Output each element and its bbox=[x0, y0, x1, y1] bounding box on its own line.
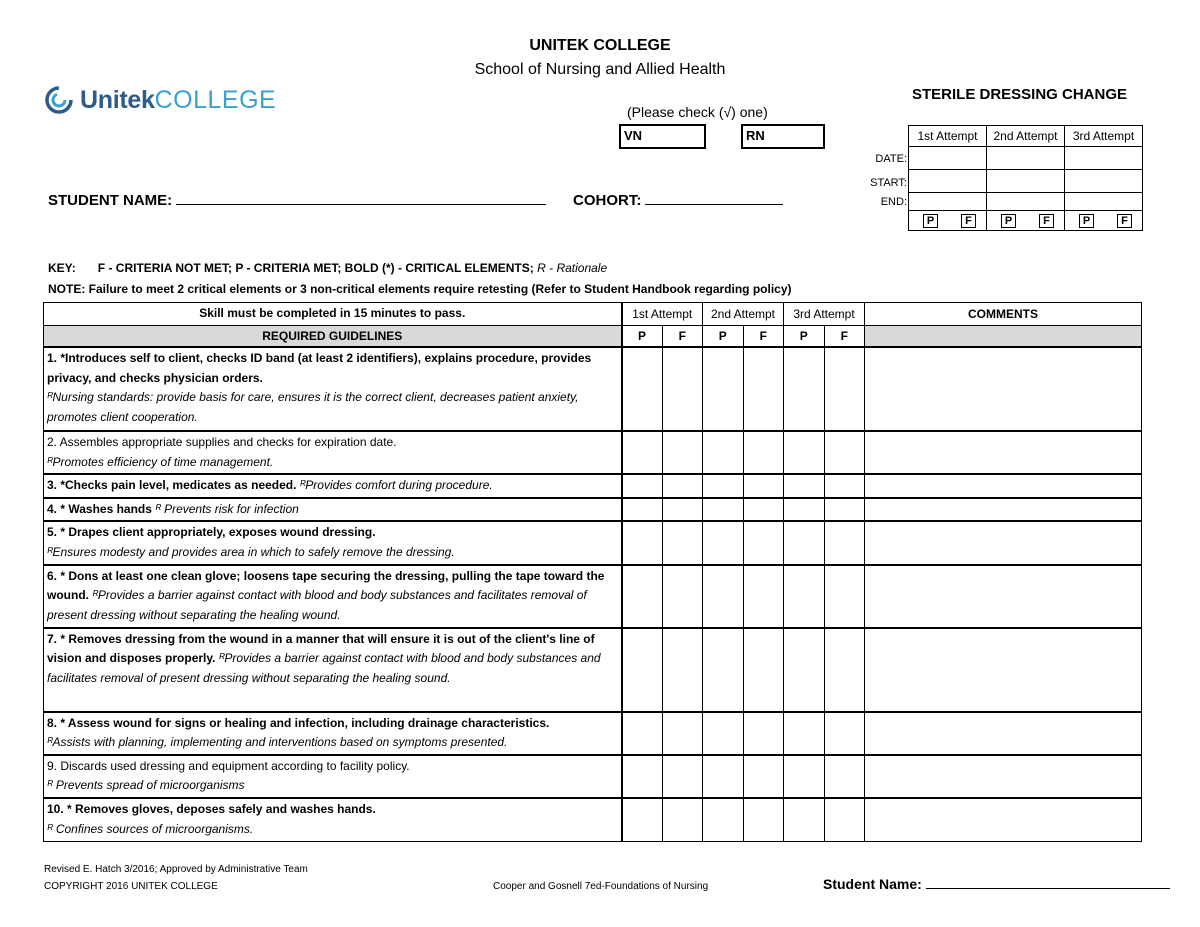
pass-cell[interactable] bbox=[784, 521, 825, 564]
pass-cell[interactable] bbox=[622, 565, 663, 628]
checklist-row bbox=[44, 347, 1142, 431]
logo-word-college: COLLEGE bbox=[154, 85, 277, 114]
fail-checkbox-2[interactable]: F bbox=[1039, 214, 1054, 228]
guideline-cell bbox=[44, 431, 622, 474]
guideline-rationale: ᴿ Prevents spread of microorganisms bbox=[47, 778, 245, 793]
fail-cell[interactable] bbox=[662, 628, 703, 712]
start-field-2[interactable] bbox=[987, 170, 1065, 193]
key-rationale: R - Rationale bbox=[537, 261, 608, 275]
pass-cell[interactable] bbox=[622, 431, 663, 474]
fail-cell[interactable] bbox=[824, 565, 865, 628]
guideline-text: 9. Discards used dressing and equipment according to facility policy. bbox=[47, 758, 410, 773]
fail-cell[interactable] bbox=[662, 498, 703, 522]
student-name-field[interactable] bbox=[176, 191, 546, 205]
fail-cell[interactable] bbox=[662, 474, 703, 498]
result-pf-2 bbox=[989, 214, 1062, 228]
fail-cell[interactable] bbox=[662, 521, 703, 564]
fail-cell[interactable] bbox=[743, 474, 784, 498]
comment-cell[interactable] bbox=[865, 474, 1142, 498]
pass-cell[interactable] bbox=[784, 628, 825, 712]
pass-cell[interactable] bbox=[622, 798, 663, 841]
pass-cell[interactable] bbox=[703, 755, 744, 798]
guideline-rationale: ᴿAssists with planning, implementing and interventions based on symptoms presented. bbox=[47, 735, 508, 750]
attempt-header-1: 1st Attempt bbox=[909, 126, 987, 147]
pf-header: F bbox=[743, 325, 784, 347]
revision-note: Revised E. Hatch 3/2016; Approved by Administrative Team bbox=[44, 864, 308, 875]
fail-checkbox-3[interactable]: F bbox=[1117, 214, 1132, 228]
fail-cell[interactable] bbox=[743, 798, 784, 841]
pass-cell[interactable] bbox=[784, 474, 825, 498]
pf-header: F bbox=[662, 325, 703, 347]
pass-cell[interactable] bbox=[784, 347, 825, 431]
guideline-cell bbox=[44, 498, 622, 522]
guideline-text: 8. * Assess wound for signs or healing and infection, including drainage characteristics. bbox=[47, 715, 550, 730]
checklist-row bbox=[44, 521, 1142, 564]
end-field-1[interactable] bbox=[909, 193, 987, 211]
end-label: END: bbox=[880, 196, 907, 208]
guideline-rationale: ᴿ Confines sources of microorganisms. bbox=[47, 821, 254, 836]
pass-cell[interactable] bbox=[622, 628, 663, 712]
comments-header: COMMENTS bbox=[865, 303, 1142, 326]
fail-cell[interactable] bbox=[743, 628, 784, 712]
guideline-cell bbox=[44, 347, 622, 431]
college-logo bbox=[44, 84, 276, 116]
pass-cell[interactable] bbox=[784, 712, 825, 755]
school-subtitle: School of Nursing and Allied Health bbox=[474, 61, 726, 78]
attempt-header-3: 3rd Attempt bbox=[1065, 126, 1143, 147]
guidelines-header: REQUIRED GUIDELINES bbox=[44, 325, 622, 347]
comment-cell[interactable] bbox=[865, 521, 1142, 564]
footer-student-name-row bbox=[823, 876, 1170, 892]
guideline-rationale: ᴿProvides comfort during procedure. bbox=[296, 478, 493, 493]
pass-cell[interactable] bbox=[703, 498, 744, 522]
guideline-rationale: ᴿPromotes efficiency of time management. bbox=[47, 454, 274, 469]
skill-checklist-table bbox=[43, 302, 1142, 842]
fail-cell[interactable] bbox=[662, 431, 703, 474]
fail-cell[interactable] bbox=[824, 498, 865, 522]
attempt-col-3: 3rd Attempt bbox=[784, 303, 865, 326]
key-text: F - CRITERIA NOT MET; P - CRITERIA MET; BOLD (*) - CRITICAL ELEMENTS; bbox=[97, 261, 534, 275]
fail-cell[interactable] bbox=[824, 521, 865, 564]
fail-cell[interactable] bbox=[824, 628, 865, 712]
check-hint: (Please check (√) one) bbox=[627, 104, 768, 120]
checklist-row bbox=[44, 431, 1142, 474]
pass-cell[interactable] bbox=[622, 347, 663, 431]
skill-title: STERILE DRESSING CHANGE bbox=[912, 86, 1128, 103]
checklist-row bbox=[44, 565, 1142, 628]
pf-header: F bbox=[824, 325, 865, 347]
footer-student-name-field[interactable] bbox=[926, 876, 1170, 889]
pass-cell[interactable] bbox=[703, 474, 744, 498]
pass-cell[interactable] bbox=[622, 521, 663, 564]
footer-student-name-label: Student Name: bbox=[823, 876, 922, 892]
checklist-row bbox=[44, 474, 1142, 498]
pass-checkbox-1[interactable]: P bbox=[923, 214, 938, 228]
checklist-row bbox=[44, 755, 1142, 798]
fail-cell[interactable] bbox=[662, 798, 703, 841]
fail-cell[interactable] bbox=[743, 565, 784, 628]
attempt-header-2: 2nd Attempt bbox=[987, 126, 1065, 147]
comment-cell[interactable] bbox=[865, 498, 1142, 522]
pass-cell[interactable] bbox=[703, 565, 744, 628]
guideline-cell bbox=[44, 565, 622, 628]
date-field-3[interactable] bbox=[1065, 147, 1143, 170]
date-field-1[interactable] bbox=[909, 147, 987, 170]
checklist-row bbox=[44, 798, 1142, 841]
guideline-text: 6. * Dons at least one clean glove; loosens tape securing the dressing, pulling the tape toward the wound. bbox=[47, 568, 605, 603]
pass-cell[interactable] bbox=[703, 628, 744, 712]
comment-cell[interactable] bbox=[865, 798, 1142, 841]
pass-cell[interactable] bbox=[622, 712, 663, 755]
key-label: KEY: bbox=[48, 261, 76, 275]
attempt-tracking-grid bbox=[908, 125, 1143, 231]
time-requirement: Skill must be completed in 15 minutes to pass. bbox=[44, 303, 622, 326]
pass-cell[interactable] bbox=[784, 431, 825, 474]
fail-cell[interactable] bbox=[824, 755, 865, 798]
retest-note: NOTE: Failure to meet 2 critical elements or 3 non-critical elements require retesting (Refer to Student Handbook regarding policy) bbox=[48, 282, 792, 296]
pass-cell[interactable] bbox=[622, 755, 663, 798]
guideline-text: 3. *Checks pain level, medicates as needed. bbox=[47, 478, 297, 493]
fail-cell[interactable] bbox=[662, 755, 703, 798]
fail-cell[interactable] bbox=[743, 431, 784, 474]
fail-checkbox-1[interactable]: F bbox=[961, 214, 976, 228]
guideline-rationale: ᴿNursing standards: provide basis for care, ensures it is the correct client, decreases patient anxiety, promotes client cooperation. bbox=[47, 390, 579, 424]
attempt-col-2: 2nd Attempt bbox=[703, 303, 784, 326]
key-legend bbox=[48, 261, 607, 275]
fail-cell[interactable] bbox=[824, 798, 865, 841]
fail-cell[interactable] bbox=[662, 565, 703, 628]
fail-cell[interactable] bbox=[824, 474, 865, 498]
fail-cell[interactable] bbox=[743, 498, 784, 522]
comment-cell[interactable] bbox=[865, 347, 1142, 431]
guideline-rationale: ᴿProvides a barrier against contact with blood and body substances and facilitates removal of present dressing without separating the healing wound. bbox=[47, 588, 587, 622]
pass-cell[interactable] bbox=[784, 755, 825, 798]
comment-cell[interactable] bbox=[865, 565, 1142, 628]
date-field-2[interactable] bbox=[987, 147, 1065, 170]
vn-checkbox[interactable]: VN bbox=[619, 124, 706, 149]
comments-subheader bbox=[865, 325, 1142, 347]
comment-cell[interactable] bbox=[865, 755, 1142, 798]
pass-checkbox-3[interactable]: P bbox=[1079, 214, 1094, 228]
logo-word-unitek: Unitek bbox=[80, 85, 155, 114]
pass-cell[interactable] bbox=[784, 798, 825, 841]
pass-cell[interactable] bbox=[622, 498, 663, 522]
date-label: DATE: bbox=[875, 153, 907, 165]
college-title: UNITEK COLLEGE bbox=[529, 37, 671, 54]
fail-cell[interactable] bbox=[824, 712, 865, 755]
logo-swirl-icon bbox=[44, 85, 74, 115]
result-pf-3 bbox=[1067, 214, 1140, 228]
pf-header: P bbox=[703, 325, 744, 347]
pass-cell[interactable] bbox=[703, 521, 744, 564]
guideline-cell bbox=[44, 474, 622, 498]
guideline-cell bbox=[44, 755, 622, 798]
guideline-text: 4. * Washes hands bbox=[47, 501, 156, 516]
end-field-3[interactable] bbox=[1065, 193, 1143, 211]
pass-cell[interactable] bbox=[784, 498, 825, 522]
guideline-rationale: ᴿProvides a barrier against contact with blood and body substances and facilitates removal of present dressing without separating the healing sound. bbox=[47, 651, 601, 685]
cohort-row bbox=[573, 191, 783, 209]
fail-cell[interactable] bbox=[743, 712, 784, 755]
attempt-col-1: 1st Attempt bbox=[622, 303, 703, 326]
guideline-cell bbox=[44, 712, 622, 755]
fail-cell[interactable] bbox=[662, 347, 703, 431]
guideline-cell bbox=[44, 521, 622, 564]
start-label: START: bbox=[870, 177, 907, 189]
pass-checkbox-2[interactable]: P bbox=[1001, 214, 1016, 228]
checklist-row bbox=[44, 628, 1142, 712]
pf-header: P bbox=[622, 325, 663, 347]
student-name-row bbox=[48, 191, 546, 209]
fail-cell[interactable] bbox=[662, 712, 703, 755]
pass-cell[interactable] bbox=[784, 565, 825, 628]
guideline-rationale: ᴿEnsures modesty and provides area in which to safely remove the dressing. bbox=[47, 545, 455, 560]
guideline-text: 10. * Removes gloves, deposes safely and washes hands. bbox=[47, 802, 376, 817]
end-field-2[interactable] bbox=[987, 193, 1065, 211]
checklist-row bbox=[44, 498, 1142, 522]
pass-cell[interactable] bbox=[703, 798, 744, 841]
guideline-rationale: ᴿ Prevents risk for infection bbox=[155, 501, 299, 516]
fail-cell[interactable] bbox=[824, 431, 865, 474]
guideline-text: 5. * Drapes client appropriately, exposes wound dressing. bbox=[47, 525, 376, 540]
checklist-row bbox=[44, 712, 1142, 755]
pf-header: P bbox=[784, 325, 825, 347]
start-field-1[interactable] bbox=[909, 170, 987, 193]
pass-cell[interactable] bbox=[703, 431, 744, 474]
fail-cell[interactable] bbox=[743, 521, 784, 564]
rn-checkbox[interactable]: RN bbox=[741, 124, 825, 149]
comment-cell[interactable] bbox=[865, 431, 1142, 474]
start-field-3[interactable] bbox=[1065, 170, 1143, 193]
pass-cell[interactable] bbox=[703, 347, 744, 431]
cohort-field[interactable] bbox=[645, 191, 783, 205]
fail-cell[interactable] bbox=[743, 347, 784, 431]
guideline-text: 7. * Removes dressing from the wound in a manner that will ensure it is out of the client's line of vision and disposes properly. bbox=[47, 631, 595, 666]
student-name-label: STUDENT NAME: bbox=[48, 192, 173, 209]
cohort-label: COHORT: bbox=[573, 192, 642, 209]
reference-note: Cooper and Gosnell 7ed-Foundations of Nursing bbox=[493, 881, 709, 892]
comment-cell[interactable] bbox=[865, 712, 1142, 755]
fail-cell[interactable] bbox=[824, 347, 865, 431]
result-pf-1 bbox=[911, 214, 984, 228]
guideline-text: 2. Assembles appropriate supplies and checks for expiration date. bbox=[47, 435, 397, 450]
guideline-text: 1. *Introduces self to client, checks ID band (at least 2 identifiers), explains procedure, provides privacy, and checks physician orders. bbox=[47, 351, 592, 385]
guideline-cell bbox=[44, 628, 622, 712]
pass-cell[interactable] bbox=[622, 474, 663, 498]
guideline-cell bbox=[44, 798, 622, 841]
fail-cell[interactable] bbox=[743, 755, 784, 798]
comment-cell[interactable] bbox=[865, 628, 1142, 712]
pass-cell[interactable] bbox=[703, 712, 744, 755]
copyright-note: COPYRIGHT 2016 UNITEK COLLEGE bbox=[44, 881, 218, 892]
